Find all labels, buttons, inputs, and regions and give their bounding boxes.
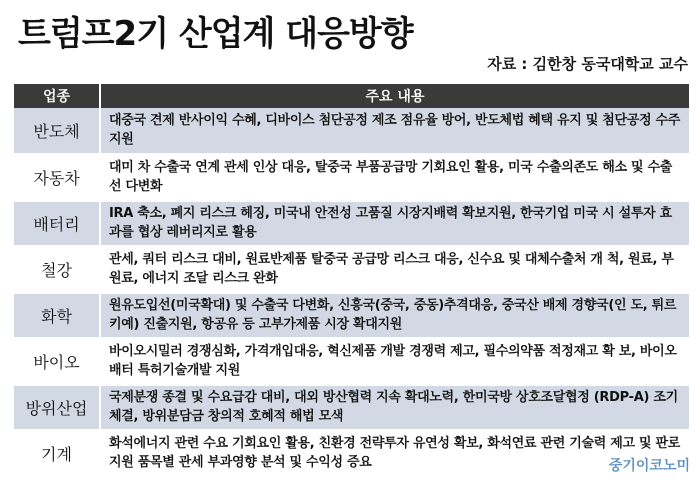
industry-response-table	[14, 84, 689, 478]
row-category: 화학	[14, 292, 99, 338]
row-category: 자동차	[14, 154, 99, 200]
table-row	[14, 154, 689, 200]
table-row	[14, 108, 689, 154]
row-category: 철강	[14, 246, 99, 292]
table-row	[14, 338, 689, 384]
row-category: 반도체	[14, 108, 99, 154]
row-content: IRA 축소, 폐지 리스크 헤징, 미국내 안전성 고품질 시장지배력 확보지원, 한국기업 미국 시 설투자 효과를 협상 레버리지로 활용	[101, 200, 689, 246]
table-header-row	[14, 84, 689, 108]
table-row	[14, 292, 689, 338]
row-content: 대미 차 수출국 연계 관세 인상 대응, 탈중국 부품공급망 기회요인 활용, 미국 수출의존도 해소 및 수출선 다변화	[101, 154, 689, 200]
page-title: 트럼프2기 산업계 대응방향	[18, 14, 413, 54]
header-content: 주요 내용	[101, 84, 689, 108]
row-content: 대중국 견제 반사이익 수혜, 디바이스 첨단공정 제조 점유율 방어, 반도체법 혜택 유지 및 첨단공정 수주지원	[101, 108, 689, 154]
row-category: 배터리	[14, 200, 99, 246]
row-content: 화석에너지 관련 수요 기회요인 활용, 친환경 전략투자 유연성 확보, 화석연료 관련 기술력 제고 및 판로지원 품목별 관세 부과영향 분석 및 수익성 증요	[101, 430, 689, 476]
row-category: 바이오	[14, 338, 99, 384]
source-credit: 자료 : 김한창 동국대학교 교수	[487, 55, 688, 73]
row-content: 국제분쟁 종결 및 수요급감 대비, 대외 방산협력 지속 확대노력, 한미국방 상호조달협정 (RDP-A) 조기체결, 방위분담금 창의적 호혜적 해법 모색	[101, 384, 689, 430]
row-category: 방위산업	[14, 384, 99, 430]
brand-watermark: 중기이코노미	[608, 458, 690, 474]
table-row	[14, 246, 689, 292]
table-row	[14, 430, 689, 476]
header-category: 업종	[14, 84, 99, 108]
table-row	[14, 200, 689, 246]
row-category: 기계	[14, 430, 99, 476]
row-content: 관세, 쿼터 리스크 대비, 원료반제품 탈중국 공급망 리스크 대응, 신수요 및 대체수출처 개 척, 원료, 부원료, 에너지 조달 리스크 완화	[101, 246, 689, 292]
table-row	[14, 384, 689, 430]
row-content: 원유도입선(미국확대) 및 수출국 다변화, 신흥국(중국, 중동)추격대응, 중국산 배제 경향국(인 도, 튀르키예) 진출지원, 항공유 등 고부가제품 시장 확대지원	[101, 292, 689, 338]
row-content: 바이오시밀러 경쟁심화, 가격개입대응, 혁신제품 개발 경쟁력 제고, 필수의약품 적정재고 확 보, 바이오배터 특허기술개발 지원	[101, 338, 689, 384]
